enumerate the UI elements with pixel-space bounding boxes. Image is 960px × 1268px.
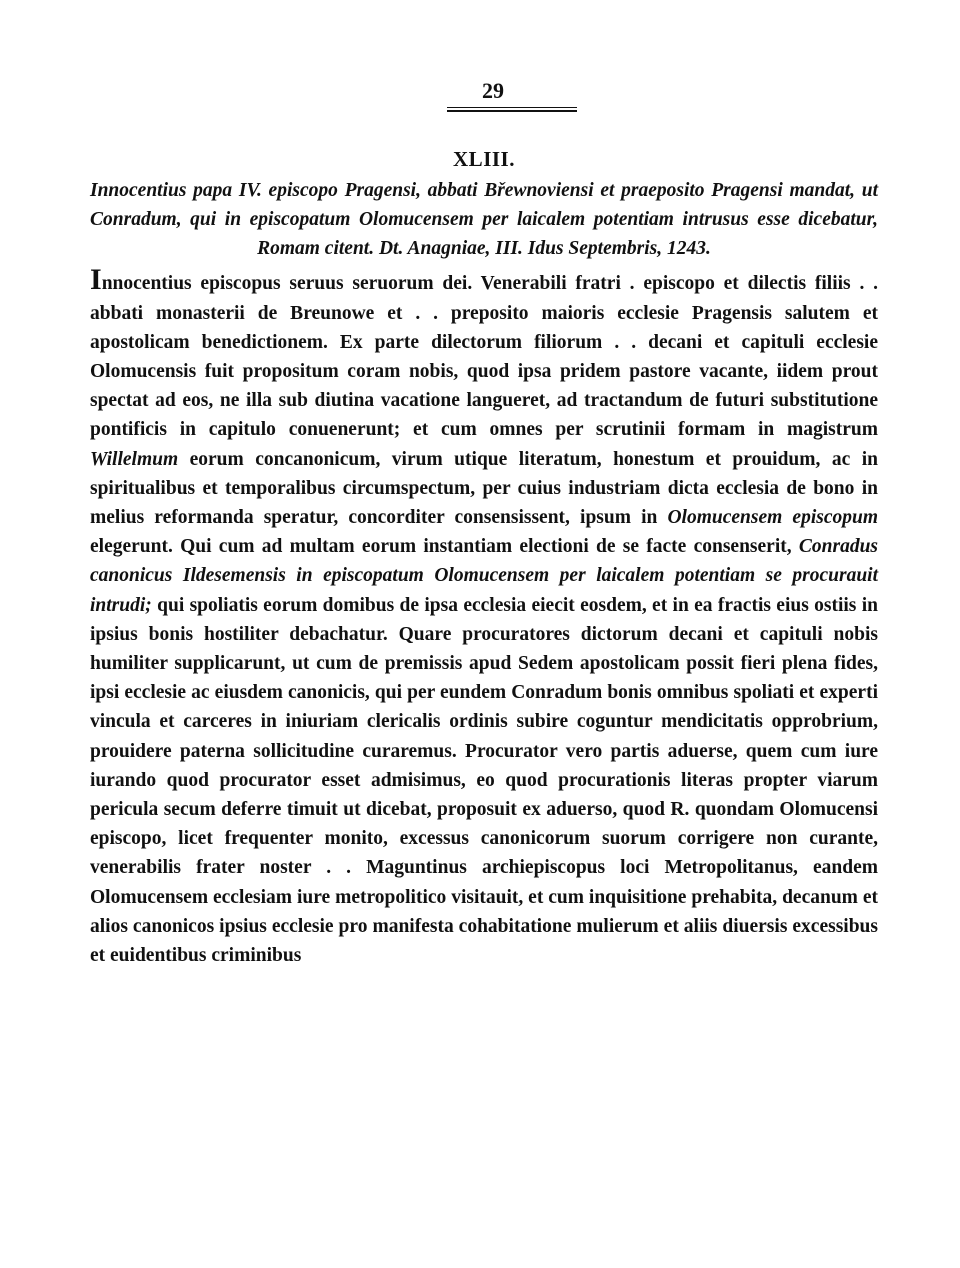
header-rule-thick: [447, 110, 577, 112]
document-summary: Innocentius papa IV. episcopo Pragensi, abbati Břewnoviensi et praeposito Pragensi mandat, ut Conradum, qui in episcopatum Olomucensem per laicalem potentiam intrusus esse dicebatur, Romam citent. Dt. Anagniae, III. Idus Septembris, 1243.: [90, 180, 878, 259]
body-segment-2: eorum concanonicum, virum utique literatum, honestum et prouidum, ac in spiritualibus et temporalibus circumspectum, per cuius industriam dicta ecclesia de bono in melius reformanda speratur, concorditer consensissent, ipsum in: [90, 448, 878, 529]
document-body: [90, 263, 878, 970]
body-segment-3: elegerunt. Qui cum ad multam eorum instantiam electioni de se facte consenserit,: [90, 536, 792, 558]
header-rule: [447, 107, 577, 113]
italic-conradus-passage: Conradus canonicus Ildesemensis in episcopatum Olomucensem per laicalem potentiam se procurauit intrudi;: [90, 536, 878, 616]
name-willelmum: Willelmum: [90, 448, 179, 470]
page-number: 29: [482, 78, 504, 103]
header-rule-thin: [447, 107, 577, 108]
body-segment-4: qui spoliatis eorum domibus de ipsa ecclesia eiecit eosdem, et in ea fractis eius ostiis in ipsius bonis hostiliter debachatur. Quare procuratores dictorum decani et capituli nobis humiliter supplicarunt, ut cum de premissis apud Sedem apostolicam possit fieri plena fides, ipsi ecclesie ac eiusdem canonicis, qui per eundem Conradum bonis omnibus spoliati et experti vincula et carceres in iniuriam clericalis ordinis subire coguntur mendicitatis opprobrium, prouidere paterna sollicitudine curaremus. Procurator vero partis aduerse, quem cum iure iurando quod procurator esset admisimus, eo quod procurationis literas propter viarum pericula secum deferre timuit ut dicebat, proposuit ex aduerso, quod R. quondam Olomucensi episcopo, licet frequenter monito, excessus canonicorum suorum corrigere non curante, venerabilis frater noster . . Maguntinus archiepiscopus loci Metropolitanus, eandem Olomucensem ecclesiam iure metropolitico visitauit, et cum inquisitione prehabita, decanum et alios canonicos ipsius ecclesie pro manifesta cohabitatione mulierum et aliis diuersis excessibus et euidentibus criminibus: [90, 594, 878, 967]
document-number: XLIII.: [453, 147, 515, 171]
body-segment-1: nnocentius episcopus seruus seruorum dei. Venerabili fratri . episcopo et dilectis filiis . . abbati monasterii de Breunowe et . . preposito maioris ecclesie Pragensis salutem et apostolicam benedictionem. Ex parte dilectorum filiorum . . decani et capituli ecclesie Olomucensis fuit propositum coram nobis, quod ipsa pridem pastore vacante, iidem prout spectat ad eos, ne illa sub diutina vacatione langueret, ad tractandum de futuri substitutione pontificis in capitulo conuenerunt; et cum omnes per scrutinii formam in magistrum: [90, 273, 878, 441]
italic-olomucensem-episcopum: Olomucensem episcopum: [667, 507, 878, 529]
initial-letter: I: [90, 263, 102, 297]
document-page: [90, 78, 878, 970]
